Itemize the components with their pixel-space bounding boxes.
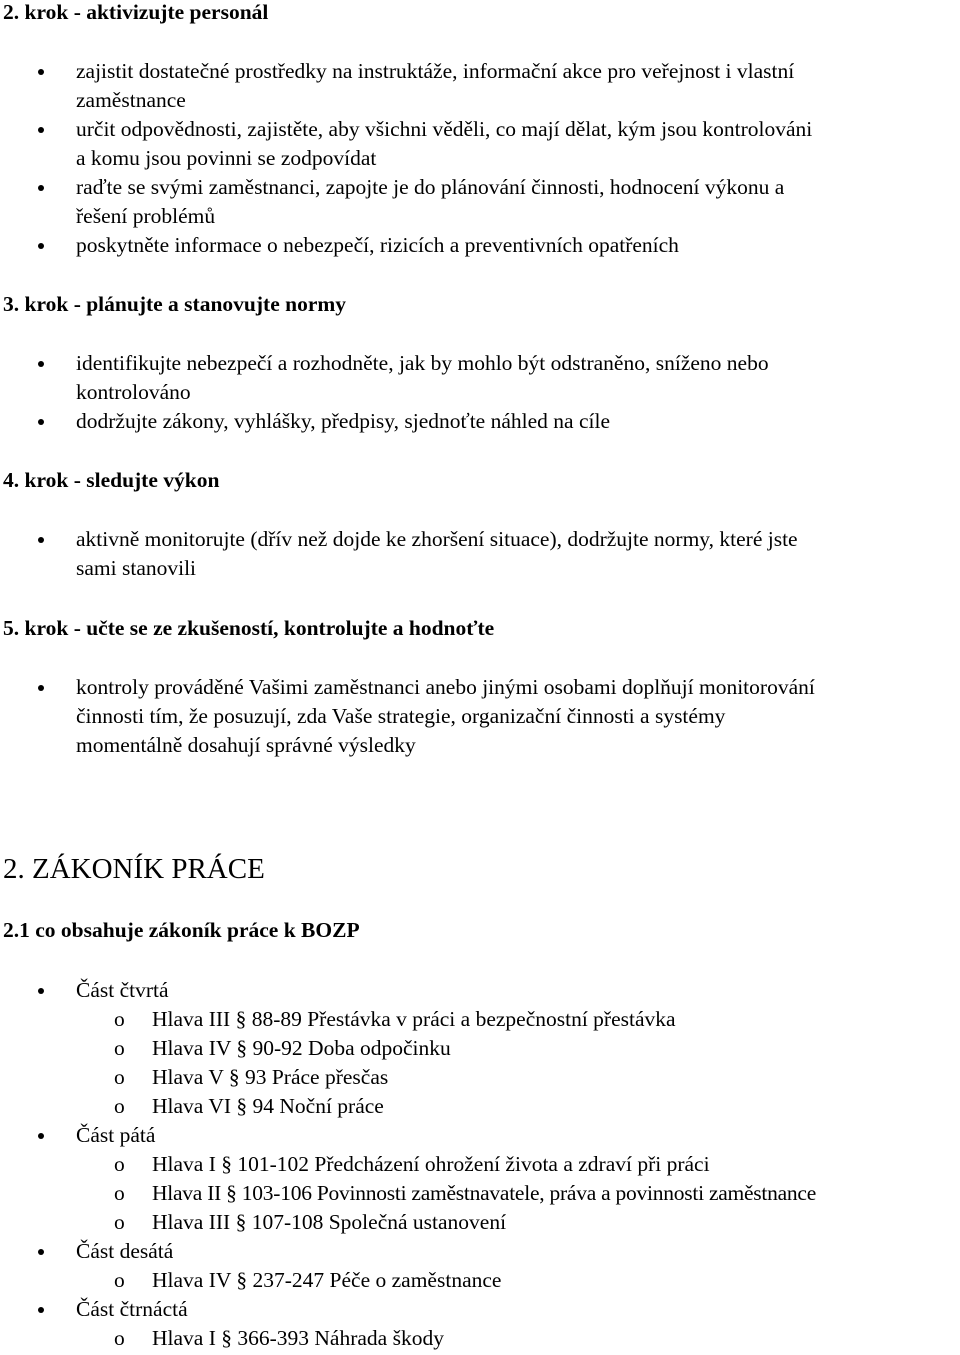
head-label: Hlava III § 107-108 Společná ustanovení — [152, 1210, 507, 1234]
circle-bullet-icon: o — [114, 1065, 125, 1089]
part-item — [76, 1237, 960, 1266]
list-item — [76, 115, 960, 173]
list-item-line: zaměstnance — [76, 88, 186, 112]
head-label: Hlava VI § 94 Noční práce — [152, 1094, 384, 1118]
circle-bullet-icon: o — [114, 1326, 125, 1350]
circle-bullet-icon: o — [114, 1007, 125, 1031]
list-item-line: řešení problémů — [76, 204, 216, 228]
list-item — [76, 173, 960, 231]
circle-bullet-icon: o — [114, 1210, 125, 1234]
part-label: Část čtvrtá — [76, 978, 169, 1002]
list-item — [76, 231, 960, 260]
head-item — [114, 1034, 451, 1063]
head-label: Hlava III § 88-89 Přestávka v práci a bezpečnostní přestávka — [152, 1007, 676, 1031]
circle-bullet-icon: o — [114, 1268, 125, 1292]
section-heading-step-3: 3. krok - plánujte a stanovujte normy — [3, 292, 347, 316]
head-item — [114, 1179, 817, 1208]
part-label: Část desátá — [76, 1239, 174, 1263]
list-item — [76, 349, 960, 407]
part-item — [76, 1295, 960, 1324]
head-label: Hlava I § 366-393 Náhrada škody — [152, 1326, 444, 1350]
part-item — [76, 1121, 960, 1150]
list-item-line: identifikujte nebezpečí a rozhodněte, jak by mohlo být odstraněno, sníženo nebo — [76, 351, 769, 375]
list-item-line: zajistit dostatečné prostředky na instruktáže, informační akce pro veřejnost i vlastní — [76, 59, 795, 83]
head-label: Hlava IV § 90-92 Doba odpočinku — [152, 1036, 451, 1060]
head-item — [114, 1266, 502, 1295]
list-item-line: momentálně dosahují správné výsledky — [76, 733, 416, 757]
part-label: Část čtrnáctá — [76, 1297, 188, 1321]
list-item-line: poskytněte informace o nebezpečí, rizicích a preventivních opatřeních — [76, 233, 679, 257]
circle-bullet-icon: o — [114, 1036, 125, 1060]
list-item-line: činnosti tím, že posuzují, zda Vaše strategie, organizační činnosti a systémy — [76, 704, 726, 728]
list-item-line: určit odpovědnosti, zajistěte, aby všichni věděli, co mají dělat, kým jsou kontrolováni — [76, 117, 813, 141]
head-label: Hlava I § 101-102 Předcházení ohrožení života a zdraví při práci — [152, 1152, 710, 1176]
section-heading-step-2: 2. krok - aktivizujte personál — [3, 0, 269, 24]
head-label: Hlava IV § 237-247 Péče o zaměstnance — [152, 1268, 502, 1292]
head-item — [114, 1324, 444, 1353]
list-item-line: a komu jsou povinni se zodpovídat — [76, 146, 377, 170]
chapter-subtitle: 2.1 co obsahuje zákoník práce k BOZP — [3, 918, 360, 942]
list-item — [76, 525, 960, 583]
head-label: Hlava V § 93 Práce přesčas — [152, 1065, 389, 1089]
list-item-line: sami stanovili — [76, 556, 197, 580]
part-item — [76, 976, 960, 1005]
list-item-line: kontroly prováděné Vašimi zaměstnanci anebo jinými osobami doplňují monitorování — [76, 675, 815, 699]
part-label: Část pátá — [76, 1123, 156, 1147]
list-item — [76, 57, 960, 115]
list-item-line: dodržujte zákony, vyhlášky, předpisy, sjednoťte náhled na cíle — [76, 409, 610, 433]
circle-bullet-icon: o — [114, 1152, 125, 1176]
head-item — [114, 1063, 389, 1092]
head-label: Hlava II § 103-106 Povinnosti zaměstnavatele, práva a povinnosti zaměstnance — [152, 1181, 817, 1205]
circle-bullet-icon: o — [114, 1181, 125, 1205]
head-item — [114, 1208, 507, 1237]
chapter-title: 2. ZÁKONÍK PRÁCE — [3, 853, 265, 885]
head-item — [114, 1150, 710, 1179]
list-item — [76, 407, 960, 436]
circle-bullet-icon: o — [114, 1094, 125, 1118]
section-heading-step-4: 4. krok - sledujte výkon — [3, 468, 220, 492]
list-item — [76, 673, 960, 760]
list-item-line: kontrolováno — [76, 380, 191, 404]
head-item — [114, 1005, 676, 1034]
list-item-line: raďte se svými zaměstnanci, zapojte je do plánování činnosti, hodnocení výkonu a — [76, 175, 785, 199]
section-heading-step-5: 5. krok - učte se ze zkušeností, kontrolujte a hodnoťte — [3, 616, 495, 640]
head-item — [114, 1092, 384, 1121]
list-item-line: aktivně monitorujte (dřív než dojde ke zhoršení situace), dodržujte normy, které jste — [76, 527, 798, 551]
